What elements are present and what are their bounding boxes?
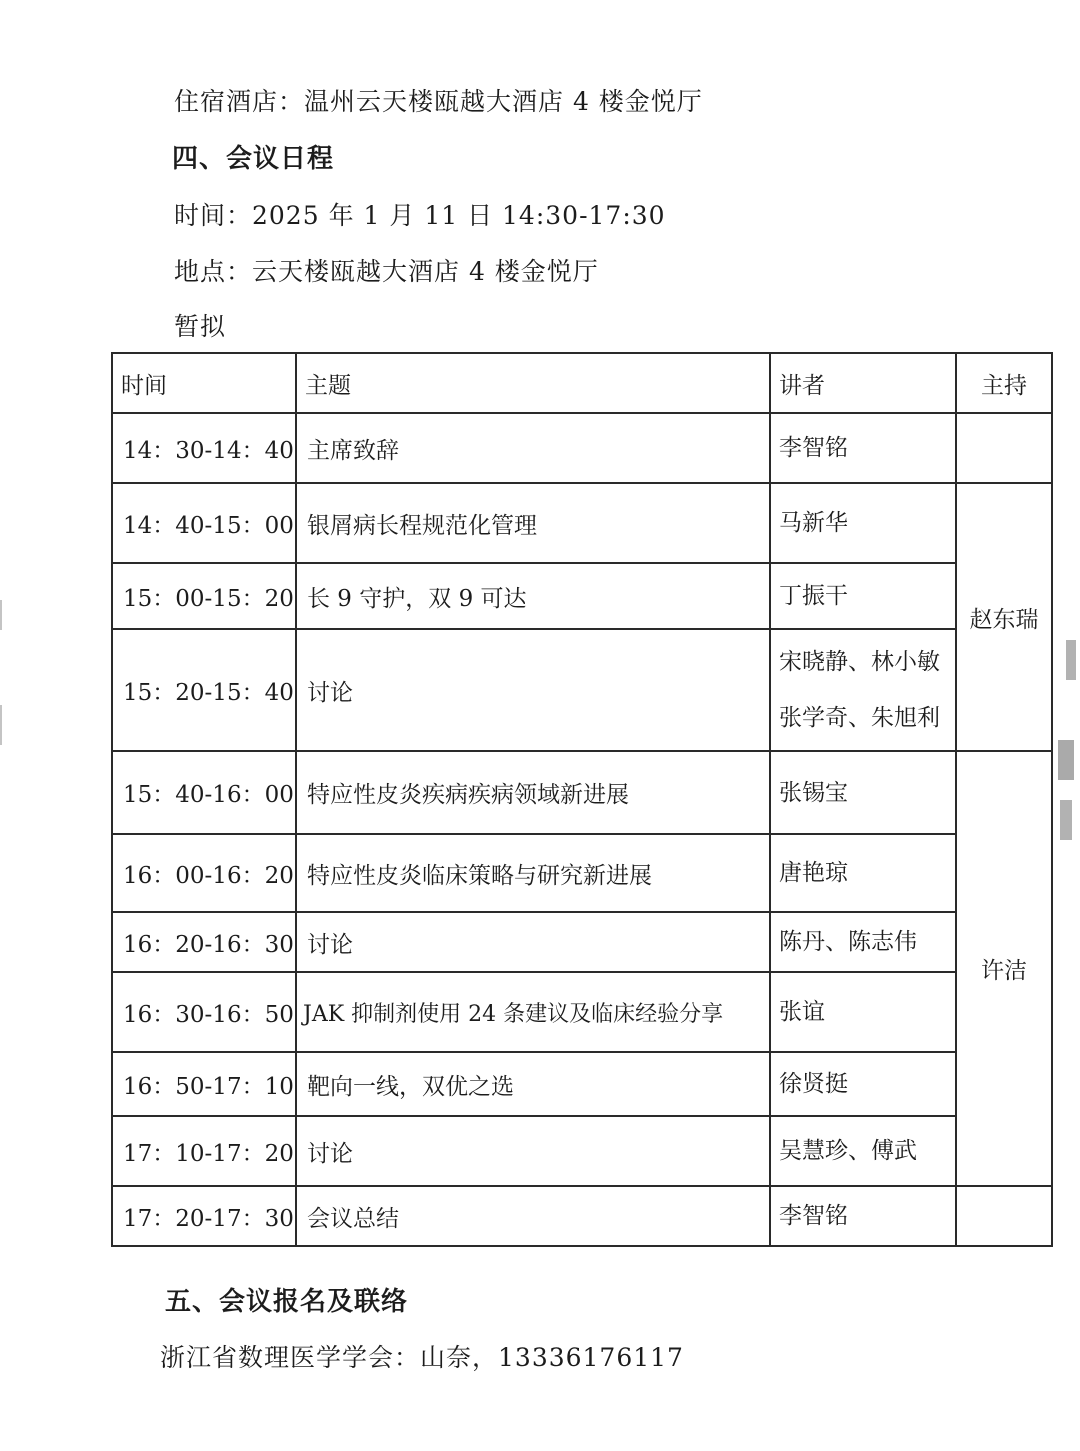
- tentative-label: 暂拟: [174, 312, 227, 341]
- row-time: 15：00-15：20: [112, 563, 296, 629]
- row-time: 16：20-16：30: [112, 912, 296, 972]
- row-speaker: 吴慧珍、傅武: [770, 1116, 956, 1186]
- host-cell-group2: [956, 751, 1052, 1186]
- row-speaker: 马新华: [770, 483, 956, 563]
- section-4-heading: 四、会议日程: [172, 144, 335, 174]
- table-row: [112, 751, 1052, 834]
- row-topic: 主席致辞: [296, 413, 770, 483]
- scan-edge-mark: [0, 600, 2, 630]
- speaker-line-2: 张学奇、朱旭利: [779, 705, 940, 731]
- schedule-place-line: 地点：云天楼瓯越大酒店 4 楼金悦厅: [174, 257, 599, 286]
- row-speaker: 徐贤挺: [770, 1052, 956, 1116]
- header-time: 时间: [112, 353, 296, 413]
- scan-edge-mark: [1058, 740, 1074, 780]
- scan-edge-mark: [1060, 800, 1072, 840]
- host-name: 许洁: [981, 958, 1027, 984]
- row-time: 14：40-15：00: [112, 483, 296, 563]
- row-topic: 讨论: [296, 1116, 770, 1186]
- scan-edge-mark: [0, 705, 2, 745]
- table-row: [112, 563, 1052, 629]
- host-cell-empty: [956, 413, 1052, 483]
- row-topic: 特应性皮炎临床策略与研究新进展: [296, 834, 770, 912]
- table-row: [112, 1186, 1052, 1246]
- row-speaker: 丁振干: [770, 563, 956, 629]
- row-speaker: 李智铭: [770, 413, 956, 483]
- table-row: [112, 413, 1052, 483]
- row-topic: 会议总结: [296, 1186, 770, 1246]
- row-speaker: 张锡宝: [770, 751, 956, 834]
- table-row: [112, 912, 1052, 972]
- table-header-row: [112, 353, 1052, 413]
- contact-line: 浙江省数理医学学会：山奈，13336176117: [160, 1343, 684, 1372]
- row-topic: 银屑病长程规范化管理: [296, 483, 770, 563]
- row-speaker: 陈丹、陈志伟: [770, 912, 956, 972]
- row-topic: 讨论: [296, 912, 770, 972]
- row-time: 14：30-14：40: [112, 413, 296, 483]
- row-speaker: 李智铭: [770, 1186, 956, 1246]
- table-row: [112, 972, 1052, 1052]
- header-host: 主持: [956, 353, 1052, 413]
- row-topic: 长 9 守护，双 9 可达: [296, 563, 770, 629]
- host-name: 赵东瑞: [969, 606, 1039, 633]
- scan-edge-mark: [1066, 640, 1076, 680]
- host-cell-empty: [956, 1186, 1052, 1246]
- row-time: 17：10-17：20: [112, 1116, 296, 1186]
- row-time: 16：50-17：10: [112, 1052, 296, 1116]
- row-topic: 靶向一线，双优之选: [296, 1052, 770, 1116]
- schedule-time-line: 时间：2025 年 1 月 11 日 14:30-17:30: [174, 201, 666, 230]
- table-row: [112, 834, 1052, 912]
- table-row: [112, 1116, 1052, 1186]
- table-row: [112, 1052, 1052, 1116]
- header-topic: 主题: [296, 353, 770, 413]
- row-speaker: [770, 629, 956, 751]
- row-time: 16：00-16：20: [112, 834, 296, 912]
- row-speaker: 唐艳琼: [770, 834, 956, 912]
- header-speaker: 讲者: [770, 353, 956, 413]
- section-5-heading: 五、会议报名及联络: [165, 1287, 409, 1317]
- row-topic: JAK 抑制剂使用 24 条建议及临床经验分享: [296, 972, 770, 1052]
- schedule-table: [111, 352, 1053, 1247]
- row-time: 17：20-17：30: [112, 1186, 296, 1246]
- table-row: [112, 483, 1052, 563]
- host-cell-group1: [956, 483, 1052, 751]
- row-topic: 特应性皮炎疾病疾病领域新进展: [296, 751, 770, 834]
- row-speaker: 张谊: [770, 972, 956, 1052]
- row-time: 16：30-16：50: [112, 972, 296, 1052]
- hotel-line: 住宿酒店：温州云天楼瓯越大酒店 4 楼金悦厅: [174, 87, 703, 116]
- speaker-line-1: 宋晓静、林小敏: [779, 649, 940, 675]
- row-time: 15：20-15：40: [112, 629, 296, 751]
- table-row: [112, 629, 1052, 751]
- row-topic: 讨论: [296, 629, 770, 751]
- row-time: 15：40-16：00: [112, 751, 296, 834]
